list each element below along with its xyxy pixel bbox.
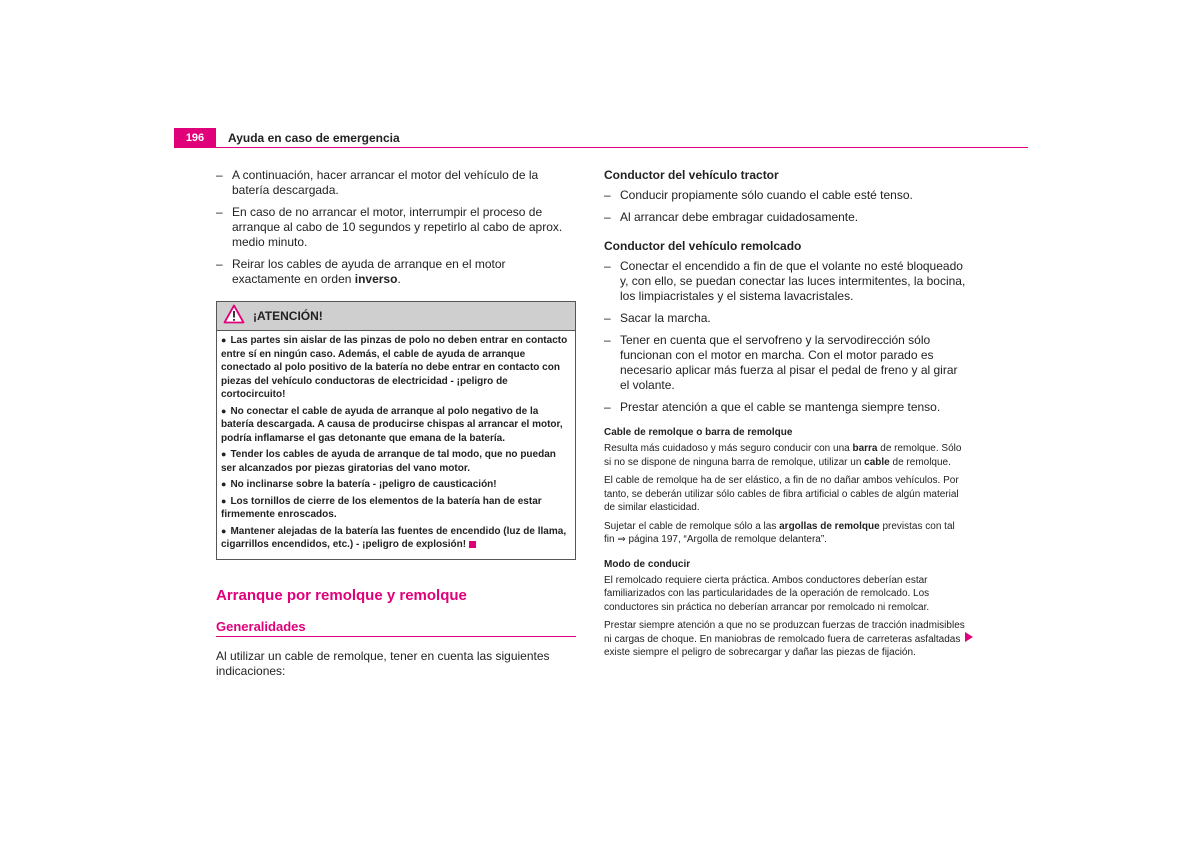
list-item: – Tener en cuenta que el servofreno y la servodirección sólo funcionan con el motor en marcha. Con el motor parado es necesario aplicar más fuerza al pisar el pedal de freno y al girar el volante. <box>604 333 966 393</box>
left-column <box>216 168 576 679</box>
section-title: Arranque por remolque y remolque <box>216 586 467 604</box>
page-number: 196 <box>174 128 216 148</box>
step-punct: . <box>397 272 401 286</box>
tractor-heading: Conductor del vehículo tractor <box>604 168 779 182</box>
warning-triangle-icon <box>223 304 245 328</box>
list-item: – Sacar la marcha. <box>604 311 966 326</box>
warning-title: ¡ATENCIÓN! <box>253 308 323 323</box>
next-page-arrow-icon <box>965 632 973 642</box>
end-marker-icon <box>469 541 476 548</box>
list-item: – En caso de no arrancar el motor, interrumpir el proceso de arranque al cabo de 10 segundos y repetirlo al cabo de aprox. medio minuto. <box>216 205 576 250</box>
cable-heading: Cable de remolque o barra de remolque <box>604 427 793 438</box>
warning-item: ● No inclinarse sobre la batería - ¡peligro de causticación! <box>221 479 497 490</box>
list-item: – Conectar el encendido a fin de que el volante no esté bloqueado y, con ello, se puedan conectar las luces intermitentes, la bocina, los limpiacristales y el sistema lavacristales. <box>604 259 966 304</box>
subsection-title: Generalidades <box>216 619 576 637</box>
warning-item: ● Tender los cables de ayuda de arranque de tal modo, que no puedan ser alcanzados por piezas giratorias del vano motor. <box>221 449 556 474</box>
bullet-icon: ● <box>221 479 227 489</box>
warning-item: ● Mantener alejadas de la batería las fuentes de encendido (luz de llama, cigarrillos encendidos, etc.) - ¡peligro de explosión! <box>221 525 567 550</box>
bullet-icon: ● <box>221 405 227 416</box>
cable-paragraph: El cable de remolque ha de ser elástico, a fin de no dañar ambos vehículos. Por tanto, se deberán utilizar sólo cables de fibra artificial o cables de algún material de similar elasticidad. <box>604 475 959 513</box>
warning-header <box>217 302 575 331</box>
bullet-icon: ● <box>221 495 227 506</box>
cable-paragraph: Resulta más cuidadoso y más seguro conducir con una barra de remolque. Sólo si no se dispone de ninguna barra de remolque, utilizar un cable de remolque. <box>604 443 962 468</box>
intro-paragraph: Al utilizar un cable de remolque, tener en cuenta las siguientes indicaciones: <box>216 648 550 678</box>
bullet-icon: ● <box>221 335 227 345</box>
warning-item: ● Las partes sin aislar de las pinzas de polo no deben entrar en contacto entre sí en ningún caso. Además, el cable de ayuda de arranque conectado al polo positivo de la batería no debe entrar en contacto con piezas del vehículo conductoras de electricidad - ¡peligro de cortocircuito! <box>221 335 568 400</box>
bullet-icon: ● <box>221 525 227 536</box>
mode-heading: Modo de conducir <box>604 558 691 570</box>
list-item <box>216 257 576 287</box>
warning-box <box>216 301 576 560</box>
mode-paragraph: Prestar siempre atención a que no se produzcan fuerzas de tracción inadmisibles ni cargas de choque. En maniobras de remolcado fuera de carreteras asfaltadas existe siempre el peligro de sobrecargar y dañar las piezas de fijación. <box>604 620 965 658</box>
towed-heading: Conductor del vehículo remolcado <box>604 239 802 253</box>
list-item: – Conducir propiamente sólo cuando el cable esté tenso. <box>604 188 966 203</box>
list-item: – Al arrancar debe embragar cuidadosamente. <box>604 210 966 225</box>
mode-paragraph: El remolcado requiere cierta práctica. Ambos conductores deberían estar familiarizados con las particularidades de la operación de remolcado. Los conductores sin práctica no deberían arrancar por remolcado ni remolcar. <box>604 574 930 613</box>
list-item: – Prestar atención a que el cable se mantenga siempre tenso. <box>604 400 966 415</box>
step-text: Reirar los cables de ayuda de arranque en el motor exactamente en orden <box>232 257 506 286</box>
warning-item: ● No conectar el cable de ayuda de arranque al polo negativo de la batería descargada. A causa de producirse chispas al arrancar el motor, podría inflamarse el gas detonante que emana de la batería. <box>221 405 563 444</box>
step-emphasis: inverso <box>354 272 398 286</box>
warning-body <box>217 331 575 559</box>
warning-item: ● Los tornillos de cierre de los elementos de la batería han de estar firmemente enroscados. <box>221 495 542 520</box>
right-column <box>604 168 966 665</box>
list-item: – A continuación, hacer arrancar el motor del vehículo de la batería descargada. <box>216 168 576 198</box>
chapter-title: Ayuda en caso de emergencia <box>228 131 400 145</box>
bullet-icon: ● <box>221 449 227 459</box>
cable-paragraph: Sujetar el cable de remolque sólo a las argollas de remolque previstas con tal fin ⇒ página 197, “Argolla de remolque delantera”. <box>604 520 955 545</box>
header-divider <box>216 147 1028 148</box>
